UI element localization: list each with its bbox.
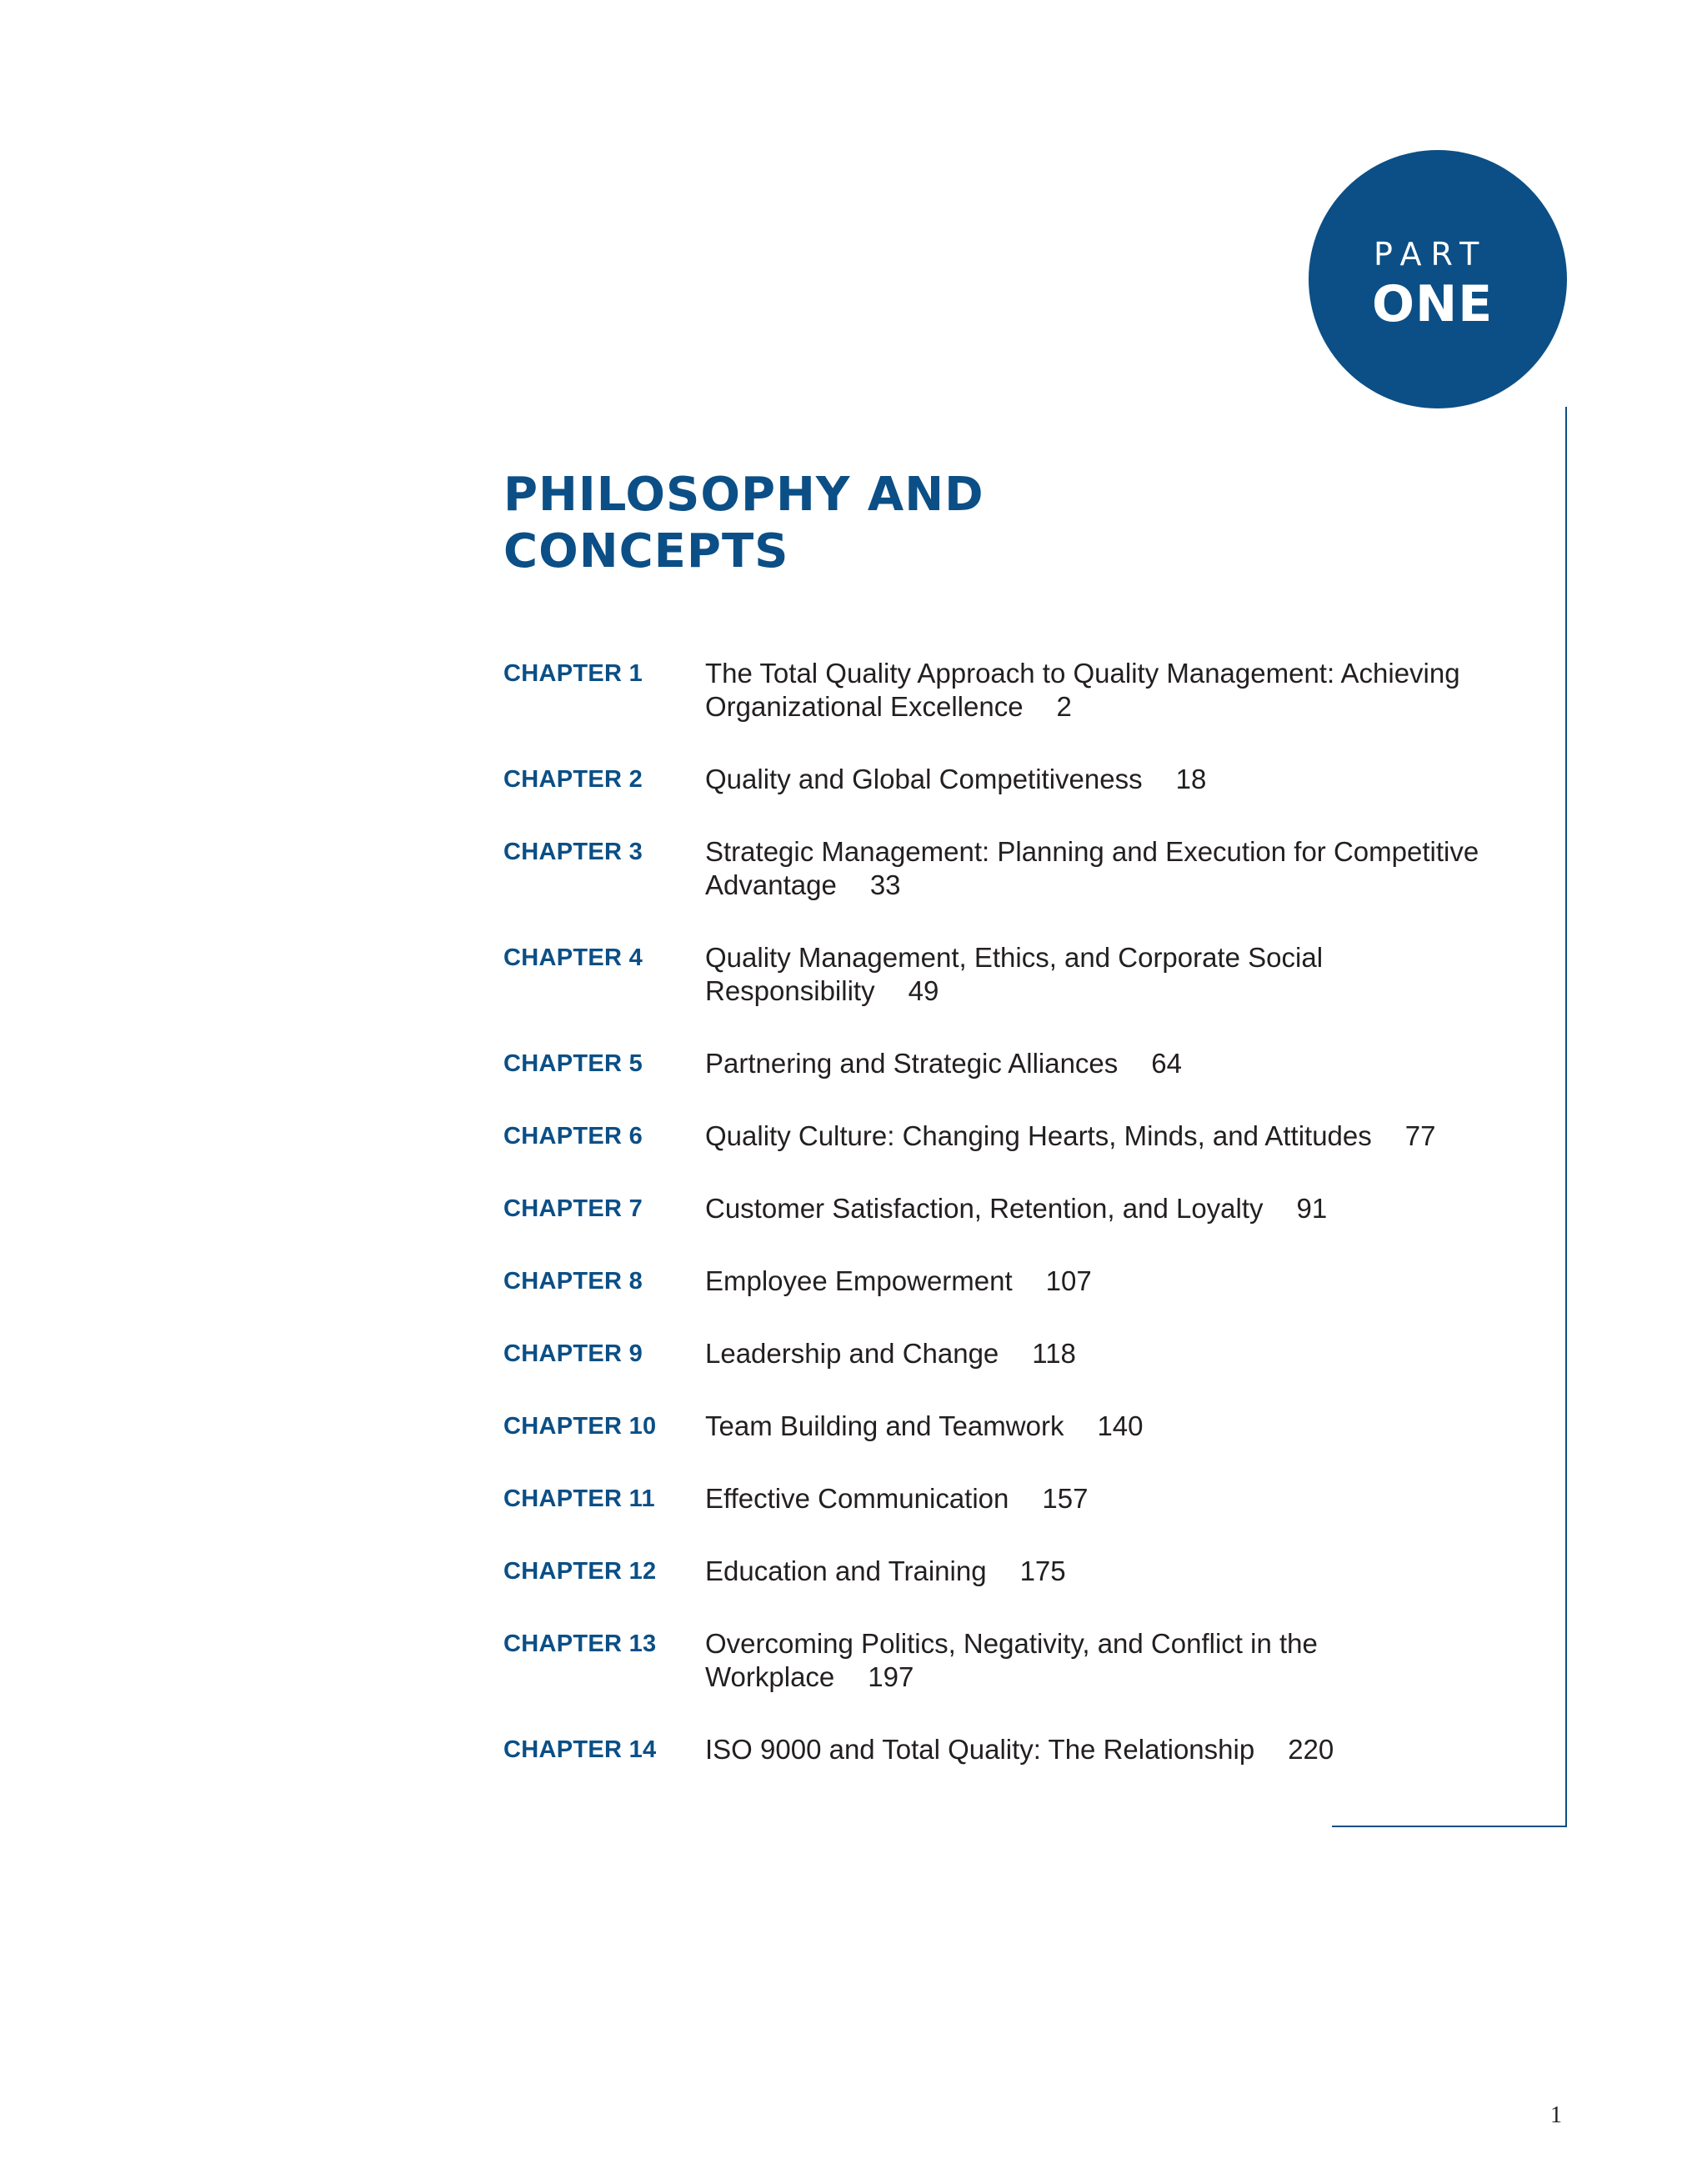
chapter-page-number: 197 [868,1661,914,1692]
chapter-title [705,835,1547,902]
chapter-title [705,1265,1547,1298]
chapter-title [705,1482,1547,1515]
page-number: 1 [1550,2102,1562,2128]
chapter-title-text: Partnering and Strategic Alliances [705,1048,1119,1079]
chapter-title [705,1410,1547,1443]
chapter-page-number: 18 [1175,764,1207,794]
chapter-title-text: Quality Culture: Changing Hearts, Minds, and Attitudes [705,1120,1372,1151]
chapter-title [705,941,1547,1008]
chapter-page-number: 2 [1056,691,1072,722]
chapter-title-text-continued: Workplace [705,1661,835,1692]
part-badge [1309,150,1567,408]
chapter-page-number: 118 [1032,1338,1076,1369]
chapter-title [705,1733,1547,1766]
chapter-label: CHAPTER 7 [503,1195,643,1222]
chapter-title-text-continued: Responsibility [705,975,875,1006]
chapter-page-number: 157 [1042,1483,1089,1514]
chapter-title-text: Effective Communication [705,1483,1009,1514]
chapter-title-text-continued: Advantage [705,869,837,900]
chapter-label: CHAPTER 6 [503,1123,643,1150]
part-title-line-1: PHILOSOPHY AND [503,468,984,522]
part-word: PART [1374,236,1489,273]
chapter-label: CHAPTER 13 [503,1630,657,1657]
chapter-label: CHAPTER 1 [503,660,643,687]
chapter-label: CHAPTER 4 [503,944,643,971]
chapter-title-text: Leadership and Change [705,1338,999,1369]
chapter-title [705,657,1547,724]
chapter-title-text: Quality Management, Ethics, and Corporate Social [705,942,1324,973]
chapter-title-text: Team Building and Teamwork [705,1410,1064,1441]
chapter-page-number: 91 [1296,1193,1328,1224]
chapter-page-number: 140 [1097,1410,1144,1441]
chapter-page-number: 175 [1019,1555,1066,1586]
chapter-page-number: 107 [1045,1265,1092,1296]
chapter-title [705,1047,1547,1080]
chapter-title [705,1337,1547,1370]
chapter-title-text: The Total Quality Approach to Quality Management: Achieving [705,658,1460,689]
chapter-title-text: Customer Satisfaction, Retention, and Loyalty [705,1193,1264,1224]
chapter-title [705,1120,1547,1153]
chapter-page-number: 77 [1404,1120,1436,1151]
frame-rule-horizontal [1332,1826,1567,1827]
chapter-label: CHAPTER 2 [503,766,643,793]
chapter-title-text: Quality and Global Competitiveness [705,764,1143,794]
chapter-label: CHAPTER 9 [503,1340,643,1367]
chapter-title [705,1555,1547,1588]
frame-rule-vertical [1565,407,1567,1827]
chapter-title-text: Strategic Management: Planning and Execution for Competitive [705,836,1479,867]
part-title [503,467,984,580]
chapter-label: CHAPTER 5 [503,1050,643,1077]
chapter-title [705,1192,1547,1225]
chapter-label: CHAPTER 14 [503,1736,657,1763]
chapter-page-number: 33 [869,869,901,900]
chapter-title-text-continued: Organizational Excellence [705,691,1024,722]
chapter-page-number: 220 [1288,1734,1334,1765]
chapter-title-text: Education and Training [705,1555,987,1586]
chapter-page-number: 49 [908,975,939,1006]
chapter-label: CHAPTER 12 [503,1558,657,1585]
chapter-title-text: Employee Empowerment [705,1265,1013,1296]
part-title-line-2: CONCEPTS [503,524,789,579]
chapter-label: CHAPTER 8 [503,1268,643,1295]
chapter-title-text: ISO 9000 and Total Quality: The Relationship [705,1734,1255,1765]
chapter-title [705,1627,1547,1694]
chapter-label: CHAPTER 3 [503,839,643,865]
chapter-label: CHAPTER 11 [503,1485,655,1512]
chapter-title [705,763,1547,796]
chapter-title-text: Overcoming Politics, Negativity, and Conflict in the [705,1628,1318,1659]
chapter-page-number: 64 [1151,1048,1183,1079]
chapter-label: CHAPTER 10 [503,1413,657,1440]
part-number: ONE [1372,275,1494,333]
